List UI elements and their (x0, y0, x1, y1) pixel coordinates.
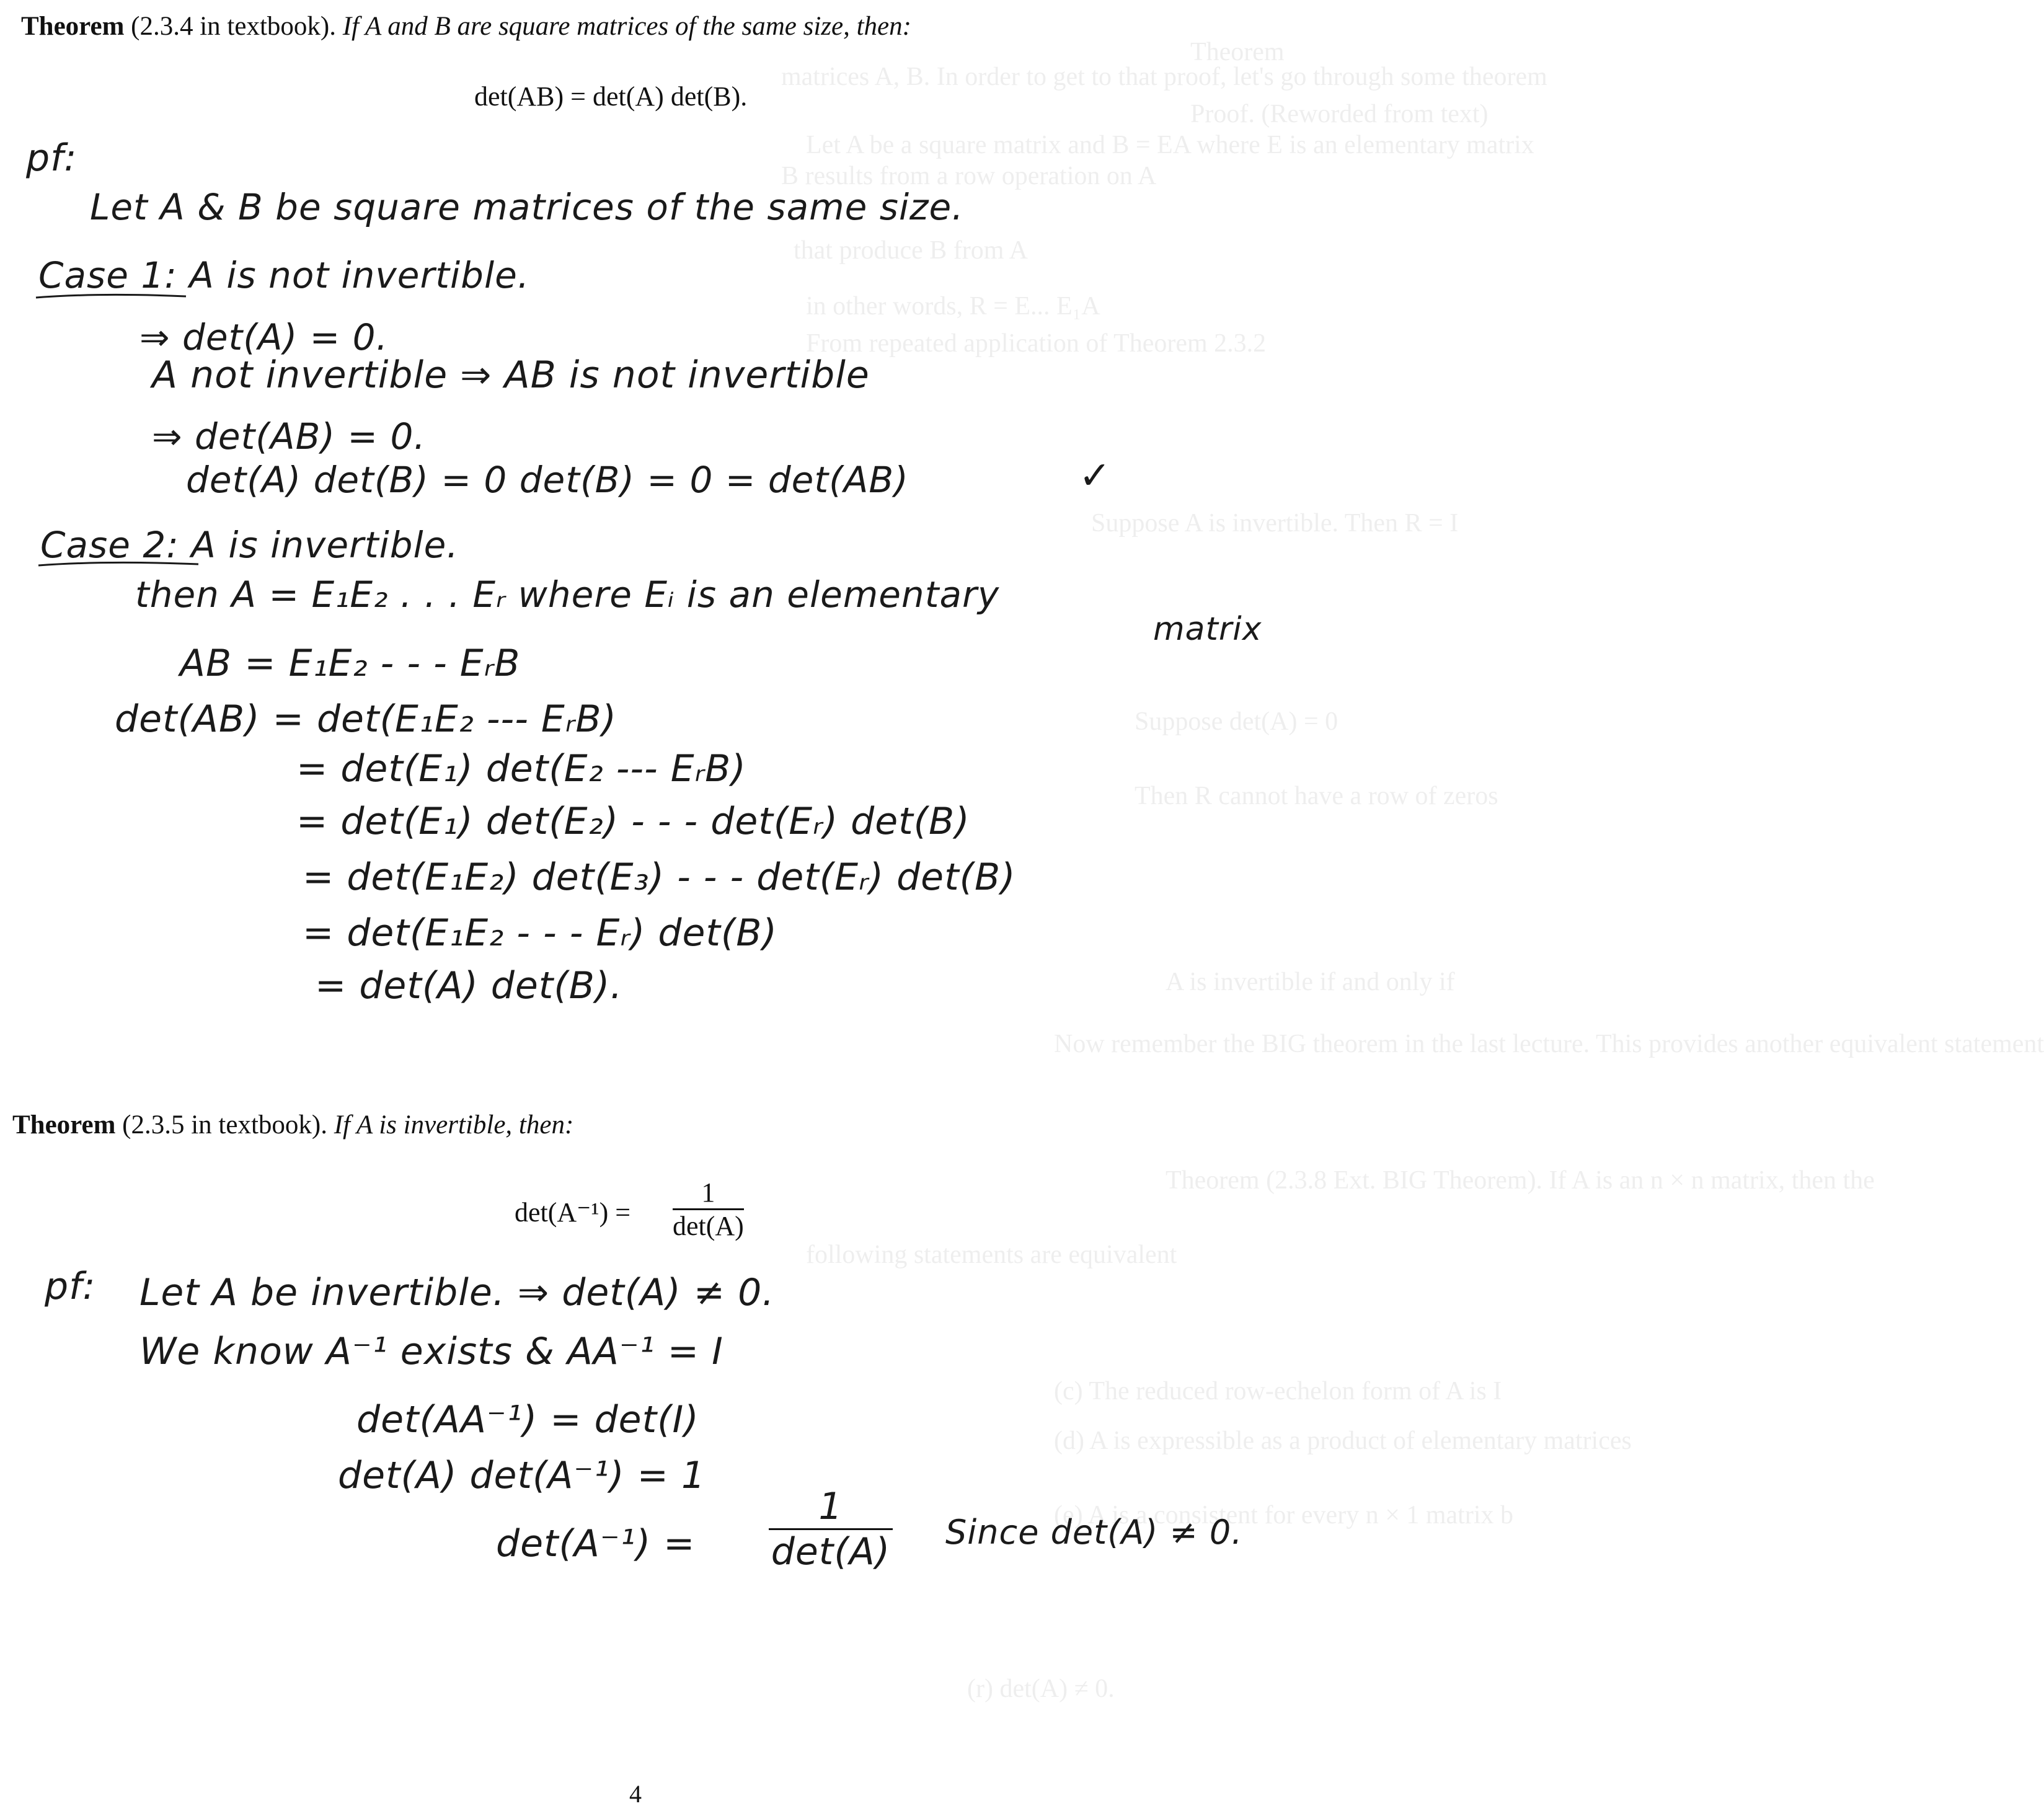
proof-1-line-3: ⇒ det(A) = 0. (139, 316, 389, 358)
theorem-2-statement: If A is invertible, then: (334, 1110, 574, 1140)
proof-1-line-8: then A = E₁E₂ . . . Eᵣ where Eᵢ is an elementary (135, 573, 1000, 616)
proof-2-numerator: 1 (818, 1485, 843, 1528)
proof-1-case-1: Case 1: A is not invertible. (38, 254, 530, 296)
proof-1-line-5: ⇒ det(AB) = 0. (152, 415, 426, 458)
theorem-2-fraction (673, 1177, 744, 1242)
proof-1-line-14: = det(E₁E₂) det(E₃) - - - det(Eᵣ) det(B) (303, 856, 1016, 899)
theorem-2-ref: (2.3.5 in textbook). (122, 1110, 327, 1140)
bleed-through-background: Theorem matrices A, B. In order to get to that proof, let's go through some theorem Proof. (Reworded from text) Let A be a square matrix and B = EA where E is an elementary matrix B results from a row operation on A that produce B from A in other words, R = E... E₁A From repeated application of Theorem 2.3.2 Suppose A is invertible. Then R = I Suppose det(A) = 0 Then R cannot have a row of zeros A is invertible if and only if Now remember the BIG theorem in the last lecture. This provides another equivalent statement Theorem (2.3.8 Ext. BIG Theorem). If A is an n × n matrix, then the following statements are equivalent (c) The reduced row-echelon form of A is I (d) A is expressible as a product of elementary matrices (e) A is a consistent for every n × 1 matrix b (r) det(A) ≠ 0. (781, 38, 2044, 1703)
check-mark: ✓ (1079, 453, 1112, 498)
proof-1-pf-label: pf: (26, 136, 77, 180)
theorem-1-label: Theorem (21, 12, 125, 41)
proof-1-case-2: Case 2: A is invertible. (40, 524, 459, 566)
proof-1-line-11: det(AB) = det(E₁E₂ --- EᵣB) (115, 697, 617, 741)
proof-1-line-13: = det(E₁) det(E₂) - - - det(Eᵣ) det(B) (296, 800, 970, 843)
proof-1-line-6: det(A) det(B) = 0 det(B) = 0 = det(AB) (186, 459, 909, 501)
proof-2-note: Since det(A) ≠ 0. (945, 1513, 1243, 1552)
theorem-2-label: Theorem (12, 1110, 116, 1140)
theorem-1-statement: If A and B are square matrices of the same size, then: (342, 12, 911, 41)
proof-1-line-9: matrix (1153, 611, 1262, 648)
page-number: 4 (629, 1780, 642, 1808)
proof-2-fraction (769, 1485, 893, 1573)
theorem-1-formula: det(AB) = det(A) det(B). (474, 81, 748, 112)
proof-2-line-1: Let A be invertible. ⇒ det(A) ≠ 0. (139, 1271, 775, 1314)
theorem-2-heading (12, 1110, 573, 1140)
theorem-2-denominator: det(A) (673, 1211, 744, 1241)
theorem-2-numerator: 1 (701, 1177, 715, 1208)
proof-2-denominator: det(A) (771, 1530, 891, 1573)
proof-1-line-1: Let A & B be square matrices of the same size. (90, 186, 964, 228)
theorem-2-lhs: det(A⁻¹) = (515, 1197, 631, 1228)
proof-2-line-2: We know A⁻¹ exists & AA⁻¹ = I (139, 1330, 723, 1373)
theorem-1-ref: (2.3.4 in textbook). (131, 12, 336, 41)
proof-1-line-16: = det(A) det(B). (315, 964, 623, 1007)
proof-1-line-15: = det(E₁E₂ - - - Eᵣ) det(B) (303, 911, 777, 955)
proof-1-line-12: = det(E₁) det(E₂ --- EᵣB) (296, 747, 746, 790)
proof-2-line-3: det(AA⁻¹) = det(I) (356, 1398, 699, 1441)
proof-2-line-5-lhs: det(A⁻¹) = (496, 1522, 696, 1565)
proof-2-pf-label: pf: (45, 1265, 96, 1308)
proof-2-line-4: det(A) det(A⁻¹) = 1 (338, 1454, 706, 1497)
proof-1-line-10: AB = E₁E₂ - - - EᵣB (180, 642, 521, 685)
proof-1-line-4: A not invertible ⇒ AB is not invertible (152, 353, 870, 397)
